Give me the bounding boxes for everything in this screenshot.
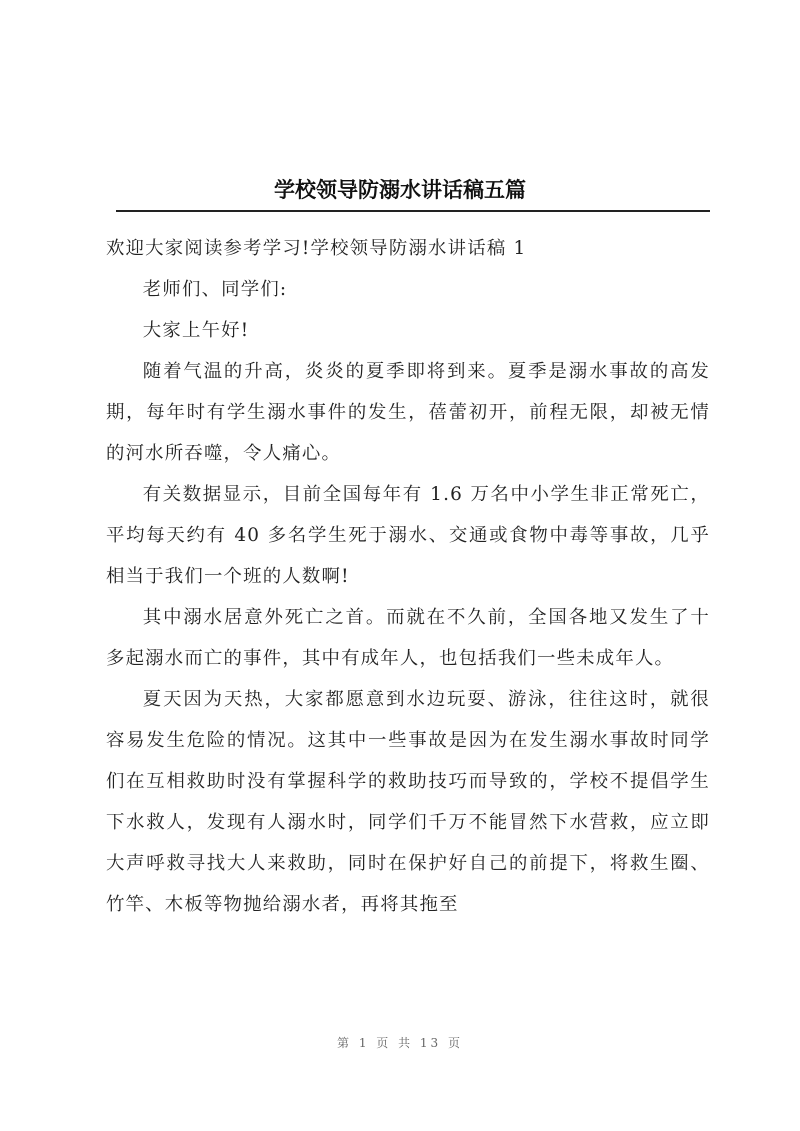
body-paragraph: 有关数据显示，目前全国每年有 1.6 万名中小学生非正常死亡，平均每天约有 40 多名学生死于溺水、交通或食物中毒等事故，几乎相当于我们一个班的人数啊! (106, 484, 710, 587)
document-body (106, 228, 710, 925)
body-paragraph: 随着气温的升高，炎炎的夏季即将到来。夏季是溺水事故的高发期，每年时有学生溺水事件的发生，蓓蕾初开，前程无限，却被无情的河水所吞噬，令人痛心。 (106, 361, 710, 464)
greeting-paragraph: 老师们、同学们: (142, 279, 288, 300)
intro-paragraph: 欢迎大家阅读参考学习!学校领导防溺水讲话稿 1 (106, 238, 527, 259)
body-paragraph: 夏天因为天热，大家都愿意到水边玩耍、游泳，往往这时，就很容易发生危险的情况。这其中一些事故是因为在发生溺水事故时同学们在互相救助时没有掌握科学的救助技巧而导致的，学校不提倡学生下水救人，发现有人溺水时，同学们千万不能冒然下水营救，应立即大声呼救寻找大人来救助，同时在保护好自己的前提下，将救生圈、竹竿、木板等物抛给溺水者，再将其拖至 (106, 689, 710, 915)
greeting-paragraph: 大家上午好! (142, 320, 250, 341)
page-title: 学校领导防溺水讲话稿五篇 (274, 178, 526, 203)
title-divider (116, 210, 710, 212)
page-number-footer: 第 1 页 共 13 页 (337, 1036, 463, 1050)
body-paragraph: 其中溺水居意外死亡之首。而就在不久前，全国各地又发生了十多起溺水而亡的事件，其中有成年人，也包括我们一些未成年人。 (106, 607, 710, 669)
